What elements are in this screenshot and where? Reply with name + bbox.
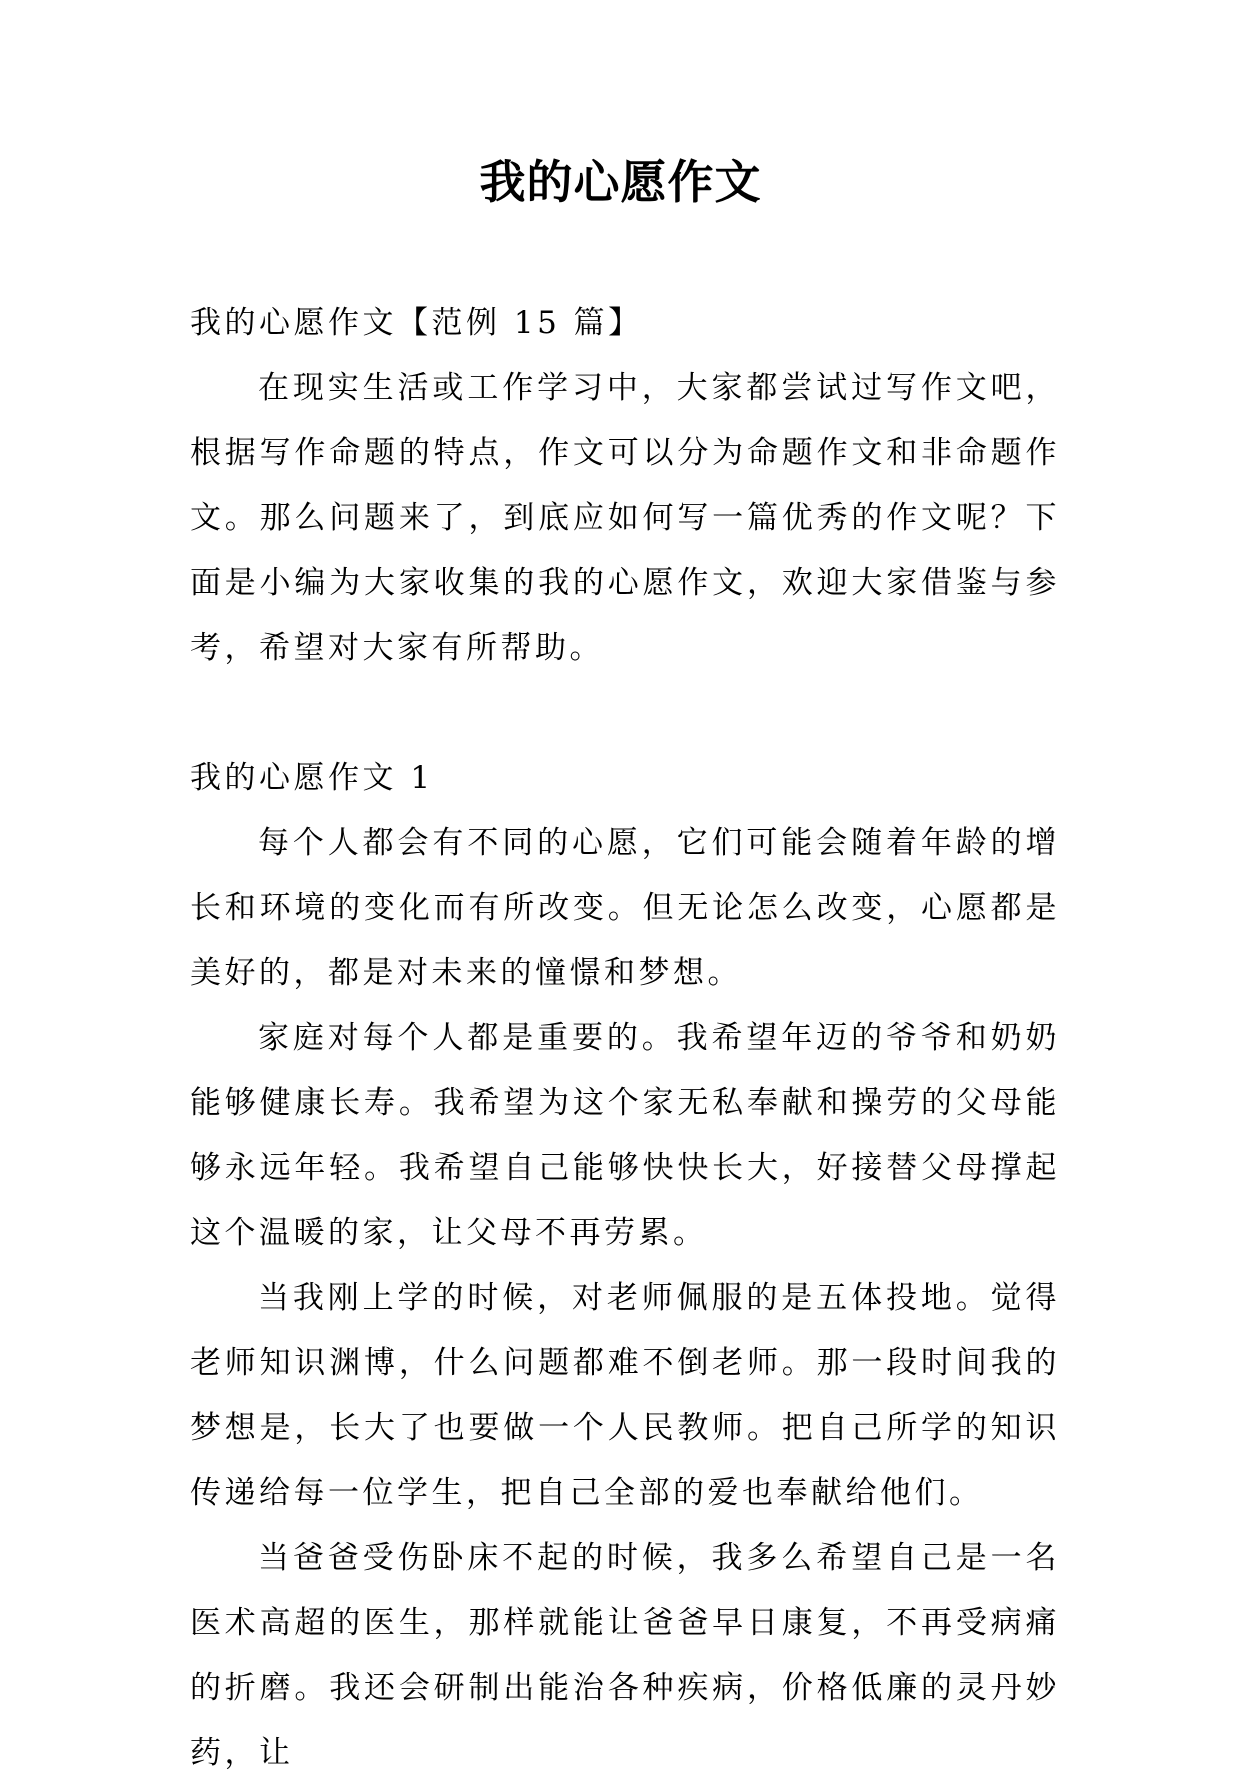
section-heading: 我的心愿作文 1	[190, 760, 434, 796]
document-title: 我的心愿作文	[479, 155, 762, 209]
document-subtitle: 我的心愿作文【范例 15 篇】	[190, 305, 643, 341]
essay-paragraph-3: 当我刚上学的时候，对老师佩服的是五体投地。觉得老师知识渊博，什么问题都难不倒老师。那一段时间我的梦想是，长大了也要做一个人民教师。把自己所学的知识传递给每一位学生，把自己全部的爱也奉献给他们。	[190, 1280, 1060, 1511]
essay-paragraph-2: 家庭对每个人都是重要的。我希望年迈的爷爷和奶奶能够健康长寿。我希望为这个家无私奉献和操劳的父母能够永远年轻。我希望自己能够快快长大，好接替父母撑起这个温暖的家，让父母不再劳累。	[190, 1020, 1060, 1251]
intro-paragraph: 在现实生活或工作学习中，大家都尝试过写作文吧，根据写作命题的特点，作文可以分为命题作文和非命题作文。那么问题来了，到底应如何写一篇优秀的作文呢？下面是小编为大家收集的我的心愿作文，欢迎大家借鉴与参考，希望对大家有所帮助。	[190, 370, 1060, 666]
document-body	[190, 291, 1060, 1786]
essay-paragraph-4: 当爸爸受伤卧床不起的时候，我多么希望自己是一名医术高超的医生，那样就能让爸爸早日康复，不再受病痛的折磨。我还会研制出能治各种疾病，价格低廉的灵丹妙药，让	[190, 1540, 1060, 1771]
essay-paragraph-1: 每个人都会有不同的心愿，它们可能会随着年龄的增长和环境的变化而有所改变。但无论怎么改变，心愿都是美好的，都是对未来的憧憬和梦想。	[190, 825, 1060, 991]
